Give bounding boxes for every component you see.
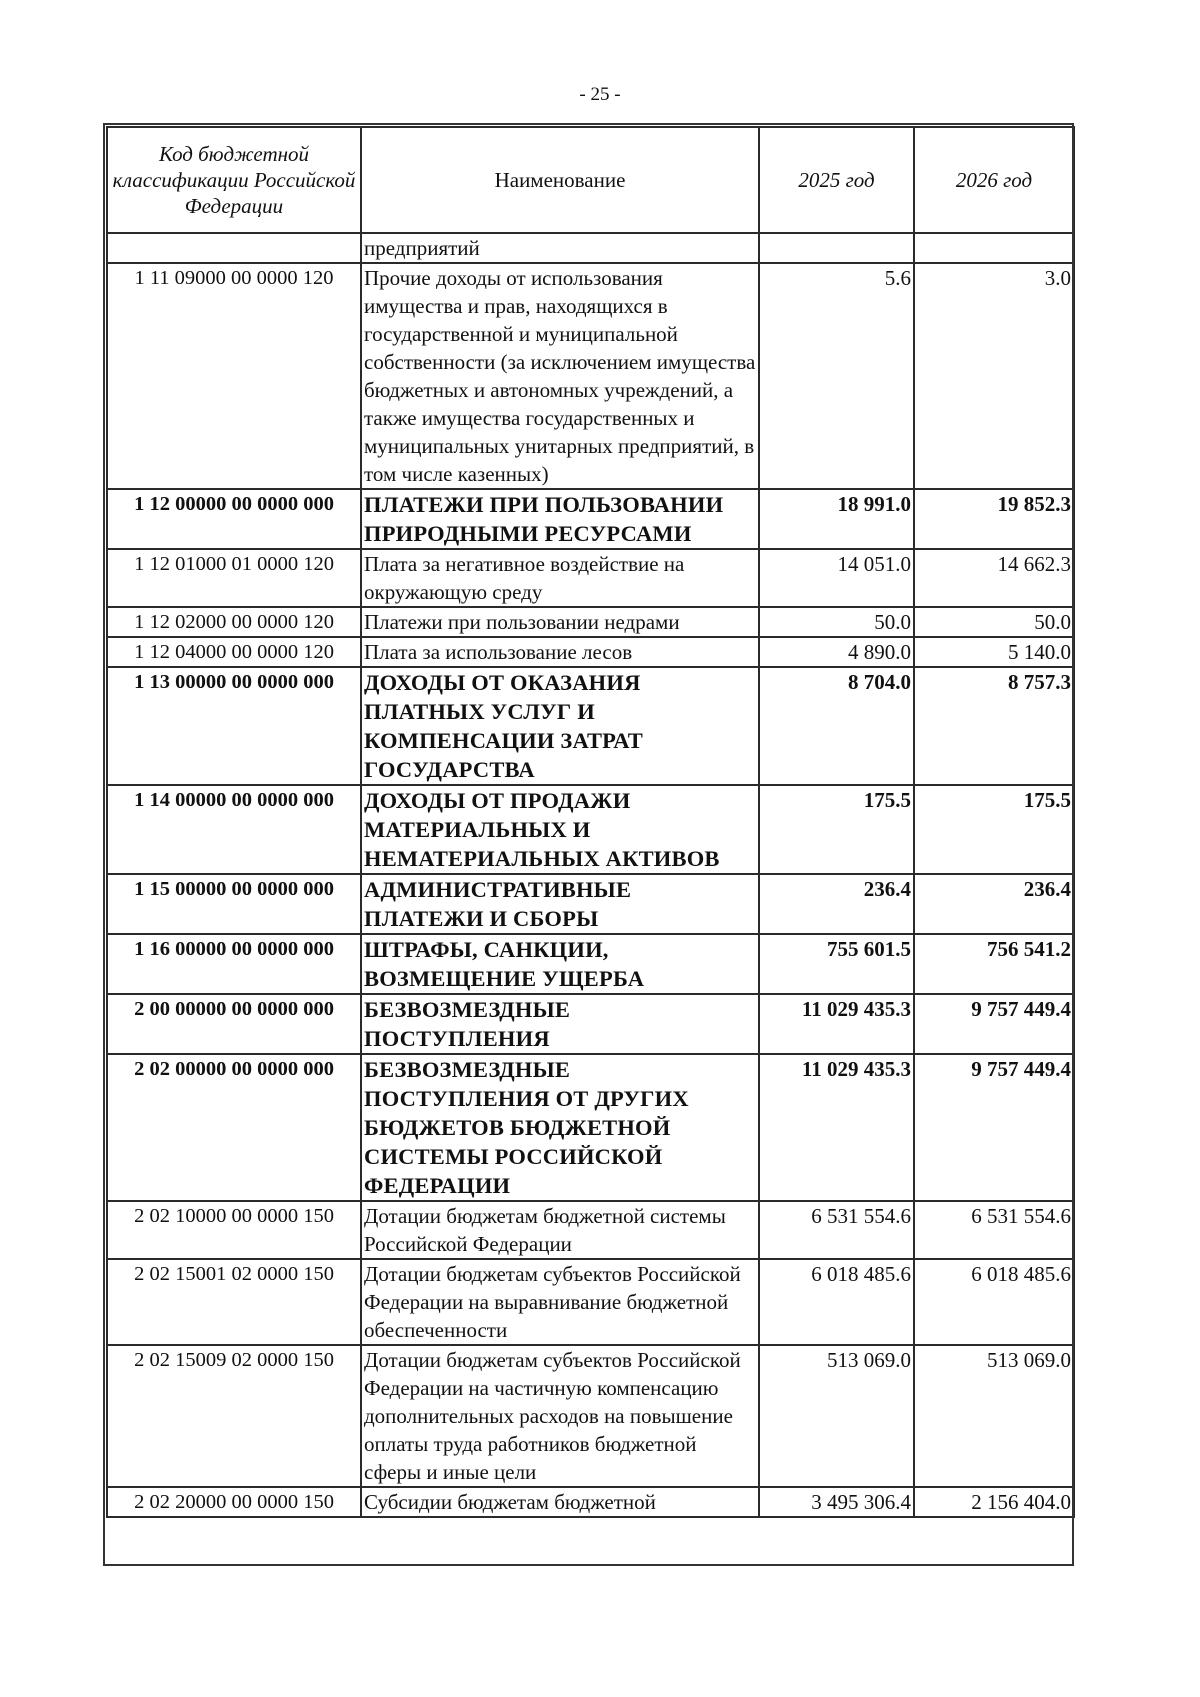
- code-cell: 2 02 15009 02 0000 150: [107, 1345, 361, 1487]
- table-row: [107, 637, 1074, 667]
- code-cell: 1 14 00000 00 0000 000: [107, 785, 361, 874]
- name-cell: Прочие доходы от использования имущества и прав, находящихся в государственной и муниципальной собственности (за исключением имущества бюджетных и автономных учреждений, а также имущества государственных и муниципальных унитарных предприятий, в том числе казенных): [361, 263, 759, 489]
- value-2025-cell: 11 029 435.3: [759, 1054, 914, 1201]
- name-cell: Плата за негативное воздействие на окружающую среду: [361, 549, 759, 607]
- value-2026-cell: 9 757 449.4: [914, 1054, 1074, 1201]
- code-cell: 2 02 20000 00 0000 150: [107, 1487, 361, 1517]
- name-cell: БЕЗВОЗМЕЗДНЫЕ ПОСТУПЛЕНИЯ: [361, 994, 759, 1054]
- code-cell: 1 12 01000 01 0000 120: [107, 549, 361, 607]
- value-2025-cell: 6 018 485.6: [759, 1259, 914, 1345]
- value-2025-cell: 513 069.0: [759, 1345, 914, 1487]
- table-row: [107, 263, 1074, 489]
- name-cell: ДОХОДЫ ОТ ОКАЗАНИЯ ПЛАТНЫХ УСЛУГ И КОМПЕНСАЦИИ ЗАТРАТ ГОСУДАРСТВА: [361, 667, 759, 785]
- code-cell: 2 02 00000 00 0000 000: [107, 1054, 361, 1201]
- value-2026-cell: 6 531 554.6: [914, 1201, 1074, 1259]
- table-row: [107, 1345, 1074, 1487]
- name-cell: Дотации бюджетам бюджетной системы Российской Федерации: [361, 1201, 759, 1259]
- value-2026-cell: 8 757.3: [914, 667, 1074, 785]
- table-row: [107, 489, 1074, 549]
- value-2025-cell: 4 890.0: [759, 637, 914, 667]
- header-code: Код бюджетной классификации Российской Федерации: [107, 127, 361, 233]
- table-row: [107, 549, 1074, 607]
- code-cell: 1 12 02000 00 0000 120: [107, 607, 361, 637]
- value-2025-cell: 6 531 554.6: [759, 1201, 914, 1259]
- table-row: [107, 785, 1074, 874]
- value-2026-cell: 175.5: [914, 785, 1074, 874]
- code-cell: 1 15 00000 00 0000 000: [107, 874, 361, 934]
- header-year-2026: 2026 год: [914, 127, 1074, 233]
- value-2026-cell: 14 662.3: [914, 549, 1074, 607]
- name-cell: ПЛАТЕЖИ ПРИ ПОЛЬЗОВАНИИ ПРИРОДНЫМИ РЕСУРСАМИ: [361, 489, 759, 549]
- value-2026-cell: 50.0: [914, 607, 1074, 637]
- value-2026-cell: 5 140.0: [914, 637, 1074, 667]
- value-2025-cell: 175.5: [759, 785, 914, 874]
- value-2026-cell: 9 757 449.4: [914, 994, 1074, 1054]
- value-2025-cell: 5.6: [759, 263, 914, 489]
- table-header-row: [107, 127, 1074, 233]
- value-2026-cell: 513 069.0: [914, 1345, 1074, 1487]
- code-cell: 1 12 04000 00 0000 120: [107, 637, 361, 667]
- name-cell: Дотации бюджетам субъектов Российской Федерации на выравнивание бюджетной обеспеченности: [361, 1259, 759, 1345]
- value-2025-cell: 11 029 435.3: [759, 994, 914, 1054]
- code-cell: 1 12 00000 00 0000 000: [107, 489, 361, 549]
- value-2026-cell: 2 156 404.0: [914, 1487, 1074, 1517]
- name-cell: Субсидии бюджетам бюджетной: [361, 1487, 759, 1517]
- value-2025-cell: [759, 233, 914, 263]
- name-cell: ШТРАФЫ, САНКЦИИ, ВОЗМЕЩЕНИЕ УЩЕРБА: [361, 934, 759, 994]
- code-cell: 1 16 00000 00 0000 000: [107, 934, 361, 994]
- page-number: - 25 -: [579, 84, 621, 105]
- value-2026-cell: 756 541.2: [914, 934, 1074, 994]
- table-row: [107, 874, 1074, 934]
- header-name: Наименование: [361, 127, 759, 233]
- value-2026-cell: 236.4: [914, 874, 1074, 934]
- header-year-2025: 2025 год: [759, 127, 914, 233]
- code-cell: [107, 233, 361, 263]
- value-2025-cell: 236.4: [759, 874, 914, 934]
- value-2025-cell: 18 991.0: [759, 489, 914, 549]
- name-cell: Дотации бюджетам субъектов Российской Федерации на частичную компенсацию дополнительных расходов на повышение оплаты труда работников бюджетной сферы и иные цели: [361, 1345, 759, 1487]
- name-cell: ДОХОДЫ ОТ ПРОДАЖИ МАТЕРИАЛЬНЫХ И НЕМАТЕРИАЛЬНЫХ АКТИВОВ: [361, 785, 759, 874]
- table-body: [107, 233, 1074, 1517]
- table-row: [107, 1487, 1074, 1517]
- table-row: [107, 667, 1074, 785]
- code-cell: 2 02 15001 02 0000 150: [107, 1259, 361, 1345]
- table-row: [107, 1054, 1074, 1201]
- name-cell: АДМИНИСТРАТИВНЫЕ ПЛАТЕЖИ И СБОРЫ: [361, 874, 759, 934]
- code-cell: 1 11 09000 00 0000 120: [107, 263, 361, 489]
- value-2025-cell: 3 495 306.4: [759, 1487, 914, 1517]
- code-cell: 2 02 10000 00 0000 150: [107, 1201, 361, 1259]
- value-2026-cell: 6 018 485.6: [914, 1259, 1074, 1345]
- name-cell: предприятий: [361, 233, 759, 263]
- value-2025-cell: 50.0: [759, 607, 914, 637]
- value-2025-cell: 755 601.5: [759, 934, 914, 994]
- table-row: [107, 934, 1074, 994]
- table-row: [107, 233, 1074, 263]
- table-row: [107, 994, 1074, 1054]
- value-2026-cell: 3.0: [914, 263, 1074, 489]
- budget-table: [106, 126, 1075, 1518]
- value-2025-cell: 8 704.0: [759, 667, 914, 785]
- code-cell: 2 00 00000 00 0000 000: [107, 994, 361, 1054]
- value-2026-cell: 19 852.3: [914, 489, 1074, 549]
- value-2025-cell: 14 051.0: [759, 549, 914, 607]
- name-cell: Плата за использование лесов: [361, 637, 759, 667]
- name-cell: БЕЗВОЗМЕЗДНЫЕ ПОСТУПЛЕНИЯ ОТ ДРУГИХ БЮДЖЕТОВ БЮДЖЕТНОЙ СИСТЕМЫ РОССИЙСКОЙ ФЕДЕРАЦИИ: [361, 1054, 759, 1201]
- table-row: [107, 1259, 1074, 1345]
- table-row: [107, 607, 1074, 637]
- code-cell: 1 13 00000 00 0000 000: [107, 667, 361, 785]
- table-row: [107, 1201, 1074, 1259]
- value-2026-cell: [914, 233, 1074, 263]
- name-cell: Платежи при пользовании недрами: [361, 607, 759, 637]
